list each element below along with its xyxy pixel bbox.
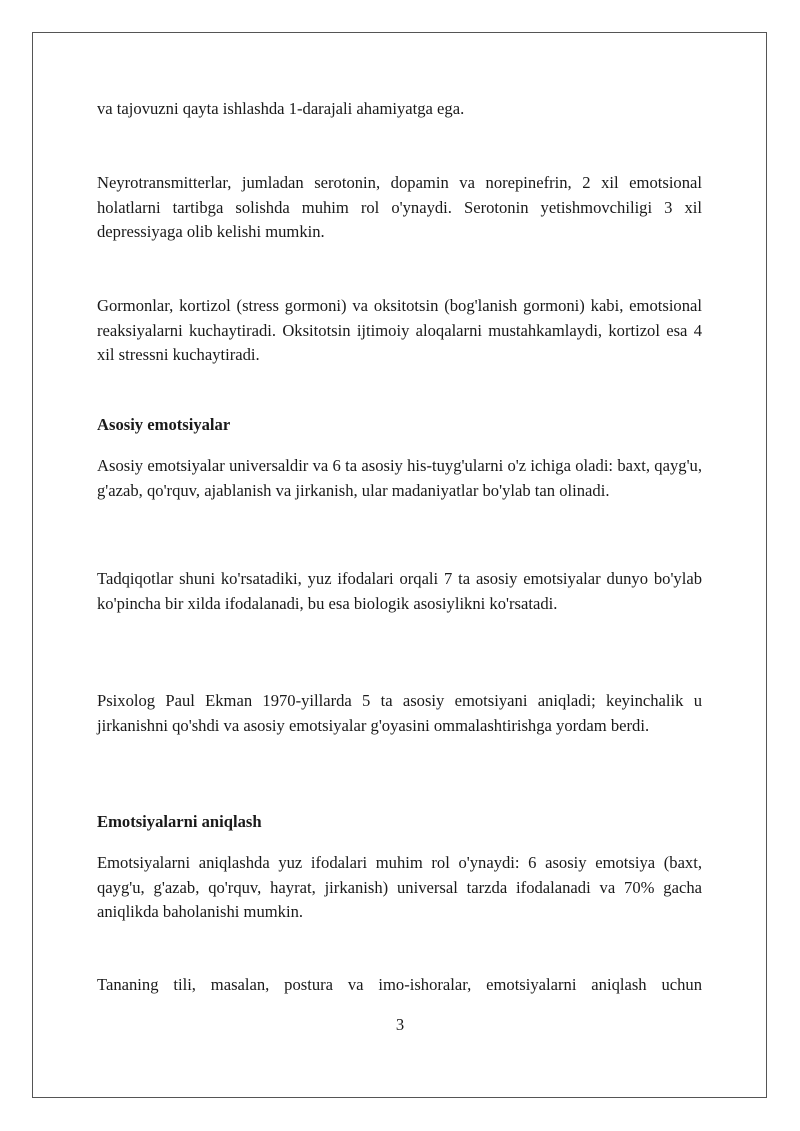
paragraph-hormones: Gormonlar, kortizol (stress gormoni) va oksitotsin (bog'lanish gormoni) kabi, emotsional reaksiyalarni kuchaytiradi. Oksitotsin ijtimoiy aloqalarni mustahkamlaydi, kortizol esa 4 xil stressni kuchaytiradi. <box>97 296 702 364</box>
paragraph-basic-emotions-universal: Asosiy emotsiyalar universaldir va 6 ta asosiy his-tuyg'ularni o'z ichiga oladi: baxt, qayg'u, g'azab, qo'rquv, ajablanish va jirkanish, ular madaniyatlar bo'ylab tan olinadi. <box>97 456 702 500</box>
section-heading-emotion-identification: Emotsiyalarni aniqlash <box>97 812 262 831</box>
paragraph-continuation: va tajovuzni qayta ishlashda 1-darajali ahamiyatga ega. <box>97 99 465 118</box>
section-heading-basic-emotions: Asosiy emotsiyalar <box>97 415 231 434</box>
page-number: 3 <box>395 1015 405 1034</box>
paragraph-body-language: Tananing tili, masalan, postura va imo-ishoralar, emotsiyalarni aniqlash uchun <box>97 975 702 994</box>
paragraph-neurotransmitters: Neyrotransmitterlar, jumladan serotonin, dopamin va norepinefrin, 2 xil emotsional holatlarni tartibga solishda muhim rol o'ynaydi. Serotonin yetishmovchiligi 3 xil depressiyaga olib kelishi mumkin. <box>97 173 702 241</box>
paragraph-paul-ekman: Psixolog Paul Ekman 1970-yillarda 5 ta asosiy emotsiyani aniqladi; keyinchalik u jirkanishni qo'shdi va asosiy emotsiyalar g'oyasini ommalashtirishga yordam berdi. <box>97 691 702 735</box>
paragraph-research-facial-expressions: Tadqiqotlar shuni ko'rsatadiki, yuz ifodalari orqali 7 ta asosiy emotsiyalar dunyo bo'ylab ko'pincha bir xilda ifodalanadi, bu esa biologik asosiylikni ko'rsatadi. <box>97 569 702 613</box>
paragraph-facial-expressions-role: Emotsiyalarni aniqlashda yuz ifodalari muhim rol o'ynaydi: 6 asosiy emotsiya (baxt, qayg'u, g'azab, qo'rquv, hayrat, jirkanish) universal tarzda ifodalanadi va 70% gacha aniqlikda baholanishi mumkin. <box>97 853 702 921</box>
